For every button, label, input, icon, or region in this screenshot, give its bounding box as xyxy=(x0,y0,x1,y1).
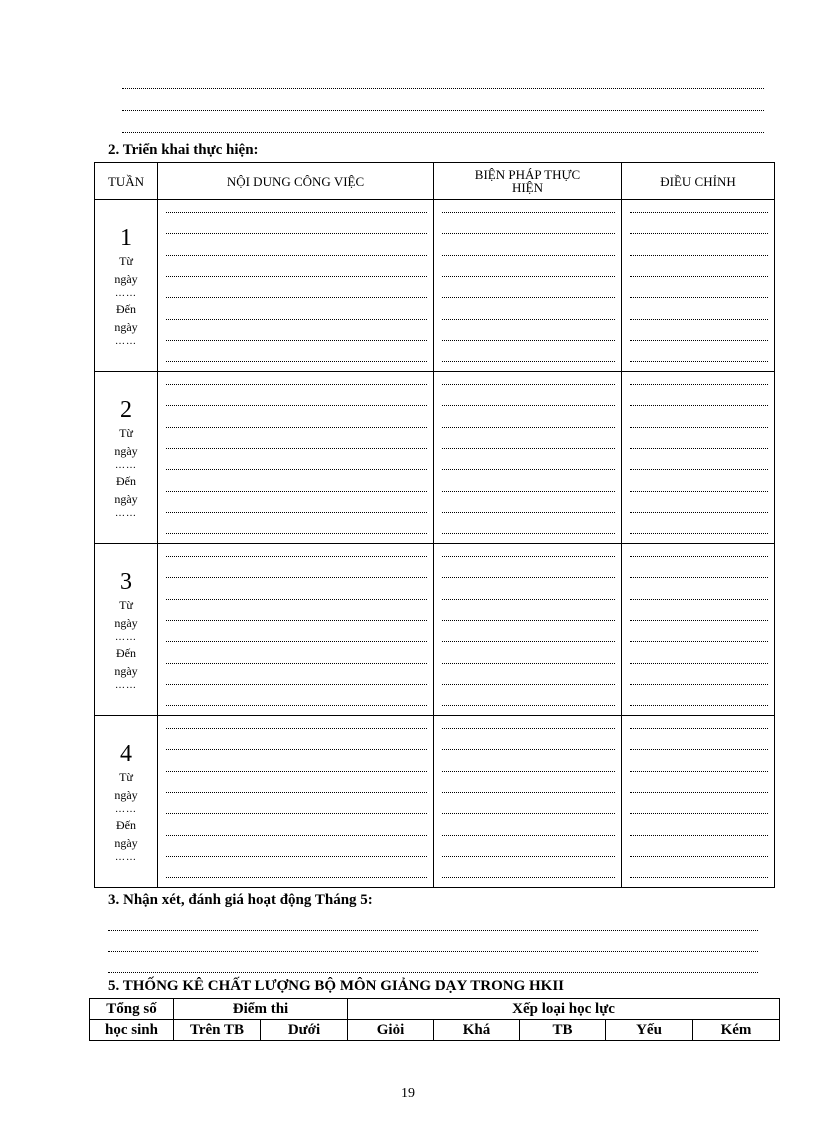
to-label: Đến ngày xyxy=(114,473,138,506)
writing-line[interactable] xyxy=(442,233,615,234)
to-date-blank[interactable]: …… xyxy=(115,507,137,519)
writing-line[interactable] xyxy=(442,427,615,428)
writing-line[interactable] xyxy=(166,835,427,836)
writing-line[interactable] xyxy=(630,533,768,534)
writing-line[interactable] xyxy=(630,255,768,256)
writing-line[interactable] xyxy=(442,663,615,664)
writing-line[interactable] xyxy=(442,405,615,406)
writing-line[interactable] xyxy=(630,792,768,793)
rank-kha-header: Khá xyxy=(434,1020,520,1041)
adjust-cell[interactable] xyxy=(622,200,775,372)
to-date-blank[interactable]: …… xyxy=(115,851,137,863)
section-5-heading: 5. THỐNG KÊ CHẤT LƯỢNG BỘ MÔN GIẢNG DẠY TRONG HKII xyxy=(108,978,565,994)
writing-line[interactable] xyxy=(166,212,427,213)
measures-cell[interactable] xyxy=(434,372,622,544)
writing-line[interactable] xyxy=(630,728,768,729)
writing-line[interactable] xyxy=(166,319,427,320)
writing-line[interactable] xyxy=(630,813,768,814)
adjust-cell[interactable] xyxy=(622,544,775,716)
writing-line[interactable] xyxy=(442,340,615,341)
from-date-blank[interactable]: …… xyxy=(115,803,137,815)
writing-line[interactable] xyxy=(630,641,768,642)
week-number: 4 xyxy=(120,740,132,767)
writing-line[interactable] xyxy=(166,728,427,729)
week-number: 3 xyxy=(120,568,132,595)
above-average-header: Trên TB xyxy=(174,1020,261,1041)
writing-line[interactable] xyxy=(630,469,768,470)
writing-line[interactable] xyxy=(166,448,427,449)
writing-line[interactable] xyxy=(166,577,427,578)
writing-line[interactable] xyxy=(630,856,768,857)
week-cell xyxy=(95,716,158,888)
writing-line[interactable] xyxy=(630,448,768,449)
writing-line[interactable] xyxy=(166,276,427,277)
implementation-table xyxy=(94,162,775,888)
from-label: Từ ngày xyxy=(114,597,138,630)
writing-line[interactable] xyxy=(442,877,615,878)
from-label: Từ ngày xyxy=(114,425,138,458)
to-date-blank[interactable]: …… xyxy=(115,335,137,347)
writing-line[interactable] xyxy=(442,533,615,534)
writing-line[interactable] xyxy=(442,728,615,729)
week-cell xyxy=(95,200,158,372)
writing-line[interactable] xyxy=(166,233,427,234)
writing-line[interactable] xyxy=(630,749,768,750)
writing-line[interactable] xyxy=(442,684,615,685)
section-2-heading: 2. Triển khai thực hiện: xyxy=(108,142,259,158)
writing-line[interactable] xyxy=(166,663,427,664)
table-header-row xyxy=(95,163,775,200)
week-cell xyxy=(95,544,158,716)
quality-stats-table xyxy=(89,998,780,1041)
writing-line[interactable] xyxy=(166,491,427,492)
to-label: Đến ngày xyxy=(114,645,138,678)
writing-line[interactable] xyxy=(442,384,615,385)
writing-line[interactable] xyxy=(442,620,615,621)
writing-line[interactable] xyxy=(442,749,615,750)
measures-cell[interactable] xyxy=(434,716,622,888)
writing-line[interactable] xyxy=(442,835,615,836)
writing-line[interactable] xyxy=(442,276,615,277)
writing-line[interactable] xyxy=(630,491,768,492)
writing-line[interactable] xyxy=(166,340,427,341)
header-content: NỘI DUNG CÔNG VIỆC xyxy=(158,163,434,200)
writing-line[interactable] xyxy=(442,448,615,449)
content-cell[interactable] xyxy=(158,544,434,716)
writing-line[interactable] xyxy=(166,255,427,256)
writing-line[interactable] xyxy=(442,255,615,256)
week-row xyxy=(95,200,775,372)
writing-line[interactable] xyxy=(630,556,768,557)
writing-line[interactable] xyxy=(442,556,615,557)
adjust-cell[interactable] xyxy=(622,372,775,544)
week-row xyxy=(95,544,775,716)
writing-line[interactable] xyxy=(442,599,615,600)
writing-line[interactable] xyxy=(630,877,768,878)
writing-line[interactable] xyxy=(166,427,427,428)
writing-line[interactable] xyxy=(166,361,427,362)
adjust-cell[interactable] xyxy=(622,716,775,888)
writing-line[interactable] xyxy=(630,427,768,428)
writing-line[interactable] xyxy=(166,599,427,600)
writing-line[interactable] xyxy=(630,340,768,341)
from-label: Từ ngày xyxy=(114,253,138,286)
writing-line[interactable] xyxy=(442,297,615,298)
writing-line[interactable] xyxy=(166,684,427,685)
writing-line[interactable] xyxy=(630,297,768,298)
from-date-blank[interactable]: …… xyxy=(115,631,137,643)
writing-line[interactable] xyxy=(166,405,427,406)
writing-line[interactable] xyxy=(630,599,768,600)
rank-yeu-header: Yếu xyxy=(606,1020,693,1041)
writing-line[interactable] xyxy=(630,684,768,685)
exam-score-header: Điểm thi xyxy=(174,999,348,1020)
writing-line[interactable] xyxy=(630,771,768,772)
writing-line[interactable] xyxy=(442,856,615,857)
rank-kem-header: Kém xyxy=(693,1020,780,1041)
week-number: 2 xyxy=(120,396,132,423)
writing-line[interactable] xyxy=(166,856,427,857)
writing-line[interactable] xyxy=(630,663,768,664)
from-date-blank[interactable]: …… xyxy=(115,459,137,471)
writing-line[interactable] xyxy=(166,297,427,298)
writing-line[interactable] xyxy=(630,319,768,320)
writing-line[interactable] xyxy=(166,469,427,470)
blank-line[interactable] xyxy=(122,132,764,133)
writing-line[interactable] xyxy=(166,771,427,772)
writing-line[interactable] xyxy=(166,705,427,706)
writing-line[interactable] xyxy=(166,641,427,642)
from-label: Từ ngày xyxy=(114,769,138,802)
from-date-blank[interactable]: …… xyxy=(115,287,137,299)
writing-line[interactable] xyxy=(630,705,768,706)
header-measures: BIỆN PHÁP THỰC HIỆN xyxy=(434,163,622,200)
writing-line[interactable] xyxy=(442,512,615,513)
below-average-header: Dưới xyxy=(261,1020,348,1041)
writing-line[interactable] xyxy=(630,577,768,578)
writing-line[interactable] xyxy=(166,749,427,750)
blank-line[interactable] xyxy=(108,930,758,931)
header-adjust: ĐIỀU CHỈNH xyxy=(622,163,775,200)
writing-line[interactable] xyxy=(442,705,615,706)
content-cell[interactable] xyxy=(158,200,434,372)
writing-line[interactable] xyxy=(166,533,427,534)
writing-line[interactable] xyxy=(166,556,427,557)
writing-line[interactable] xyxy=(630,276,768,277)
total-students-header-line2: học sinh xyxy=(90,1020,174,1041)
blank-line[interactable] xyxy=(122,110,764,111)
week-number: 1 xyxy=(120,224,132,251)
writing-line[interactable] xyxy=(442,212,615,213)
blank-line[interactable] xyxy=(122,88,764,89)
page-number: 19 xyxy=(401,1086,415,1101)
blank-line[interactable] xyxy=(108,972,758,973)
header-week: TUẦN xyxy=(95,163,158,200)
stats-header-row-2 xyxy=(90,1020,780,1041)
writing-line[interactable] xyxy=(442,361,615,362)
week-row xyxy=(95,372,775,544)
writing-line[interactable] xyxy=(166,877,427,878)
writing-line[interactable] xyxy=(630,384,768,385)
measures-cell[interactable] xyxy=(434,200,622,372)
writing-line[interactable] xyxy=(442,491,615,492)
writing-line[interactable] xyxy=(166,813,427,814)
writing-line[interactable] xyxy=(630,405,768,406)
section-3-heading: 3. Nhận xét, đánh giá hoạt động Tháng 5: xyxy=(108,892,373,908)
to-label: Đến ngày xyxy=(114,817,138,850)
rank-tb-header: TB xyxy=(520,1020,606,1041)
total-students-header: Tổng số xyxy=(90,999,174,1020)
to-label: Đến ngày xyxy=(114,301,138,334)
content-cell[interactable] xyxy=(158,716,434,888)
writing-line[interactable] xyxy=(442,771,615,772)
week-cell xyxy=(95,372,158,544)
writing-line[interactable] xyxy=(630,212,768,213)
writing-line[interactable] xyxy=(442,319,615,320)
writing-line[interactable] xyxy=(630,512,768,513)
writing-line[interactable] xyxy=(442,577,615,578)
academic-ranking-header: Xếp loại học lực xyxy=(348,999,780,1020)
blank-line[interactable] xyxy=(108,951,758,952)
rank-gioi-header: Giỏi xyxy=(348,1020,434,1041)
writing-line[interactable] xyxy=(166,512,427,513)
writing-line[interactable] xyxy=(630,835,768,836)
writing-line[interactable] xyxy=(630,361,768,362)
week-row xyxy=(95,716,775,888)
to-date-blank[interactable]: …… xyxy=(115,679,137,691)
writing-line[interactable] xyxy=(442,641,615,642)
writing-line[interactable] xyxy=(166,620,427,621)
writing-line[interactable] xyxy=(442,792,615,793)
writing-line[interactable] xyxy=(166,384,427,385)
writing-line[interactable] xyxy=(442,813,615,814)
writing-line[interactable] xyxy=(166,792,427,793)
stats-header-row-1 xyxy=(90,999,780,1020)
writing-line[interactable] xyxy=(630,233,768,234)
content-cell[interactable] xyxy=(158,372,434,544)
writing-line[interactable] xyxy=(442,469,615,470)
measures-cell[interactable] xyxy=(434,544,622,716)
writing-line[interactable] xyxy=(630,620,768,621)
